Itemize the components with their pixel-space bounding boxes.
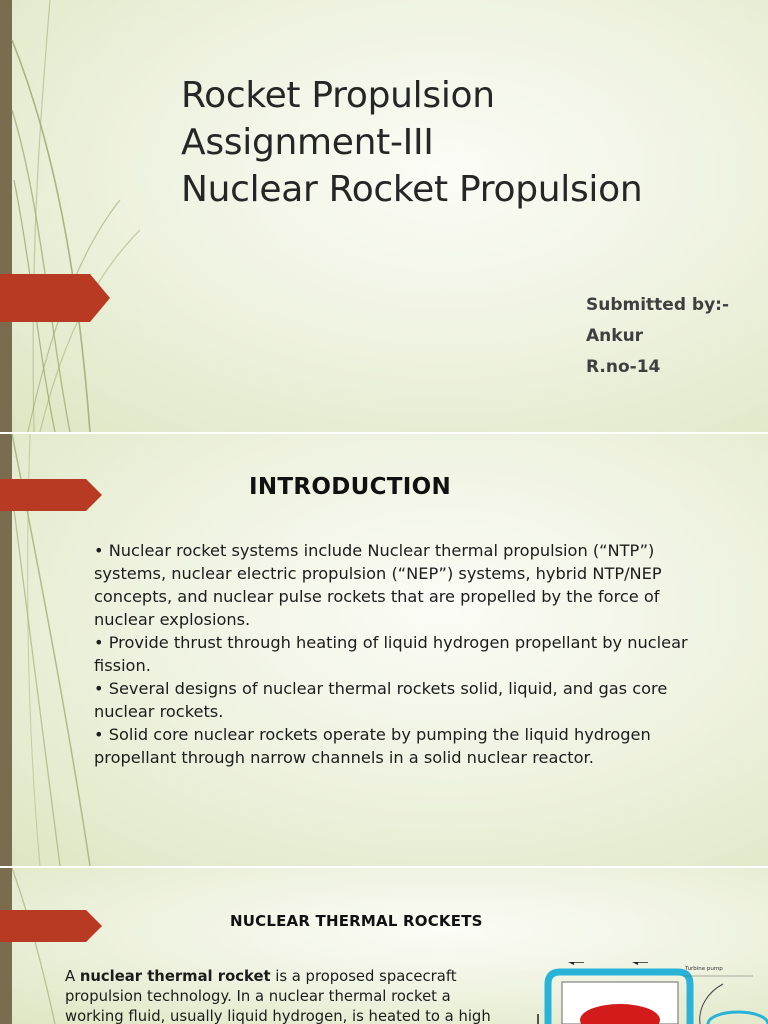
title-line-2: Assignment-III — [181, 122, 434, 163]
title-slide — [0, 0, 768, 432]
section-heading: NUCLEAR THERMAL ROCKETS — [230, 912, 483, 930]
slide-sidebar — [0, 0, 12, 432]
submitted-by-block — [586, 290, 729, 383]
bullet-item: • Provide thrust through heating of liquid hydrogen propellant by nuclear fission. — [94, 633, 688, 675]
slide-sidebar — [0, 868, 12, 1024]
accent-banner — [0, 479, 104, 511]
nuclear-thermal-slide — [0, 868, 768, 1024]
author-name: Ankur — [586, 326, 644, 346]
accent-banner — [0, 910, 104, 942]
title-line-3: Nuclear Rocket Propulsion — [181, 169, 643, 210]
bullet-item: • Nuclear rocket systems include Nuclear thermal propulsion (“NTP”) systems, nuclear electric propulsion (“NEP”) systems, hybrid NTP/NEP concepts, and nuclear pulse rockets that are propelled by the force of nuclear explosions. — [94, 541, 662, 629]
ntr-body — [65, 967, 505, 1024]
diagram-label: Turbine pump — [685, 966, 723, 972]
para-start: A — [65, 968, 80, 985]
ntr-diagram — [528, 962, 768, 1024]
bullet-item: • Solid core nuclear rockets operate by pumping the liquid hydrogen propellant through narrow channels in a solid nuclear reactor. — [94, 725, 651, 767]
roll-number: R.no-14 — [586, 357, 661, 377]
decorative-swoosh — [0, 0, 140, 432]
accent-banner — [0, 274, 112, 322]
introduction-slide — [0, 434, 768, 866]
submitted-label: Submitted by:- — [586, 295, 730, 315]
para-bold-term: nuclear thermal rocket — [79, 968, 271, 985]
page-title — [181, 72, 642, 213]
slide-sidebar — [0, 434, 12, 866]
title-line-1: Rocket Propulsion — [181, 75, 495, 116]
bullet-item: • Several designs of nuclear thermal rockets solid, liquid, and gas core nuclear rockets. — [94, 679, 668, 721]
para-rest: is a proposed spacecraft propulsion technology. In a nuclear thermal rocket a working fluid, usually liquid hydrogen, is heated to a high — [65, 968, 491, 1024]
section-heading: INTRODUCTION — [249, 474, 452, 500]
intro-body — [94, 539, 714, 769]
